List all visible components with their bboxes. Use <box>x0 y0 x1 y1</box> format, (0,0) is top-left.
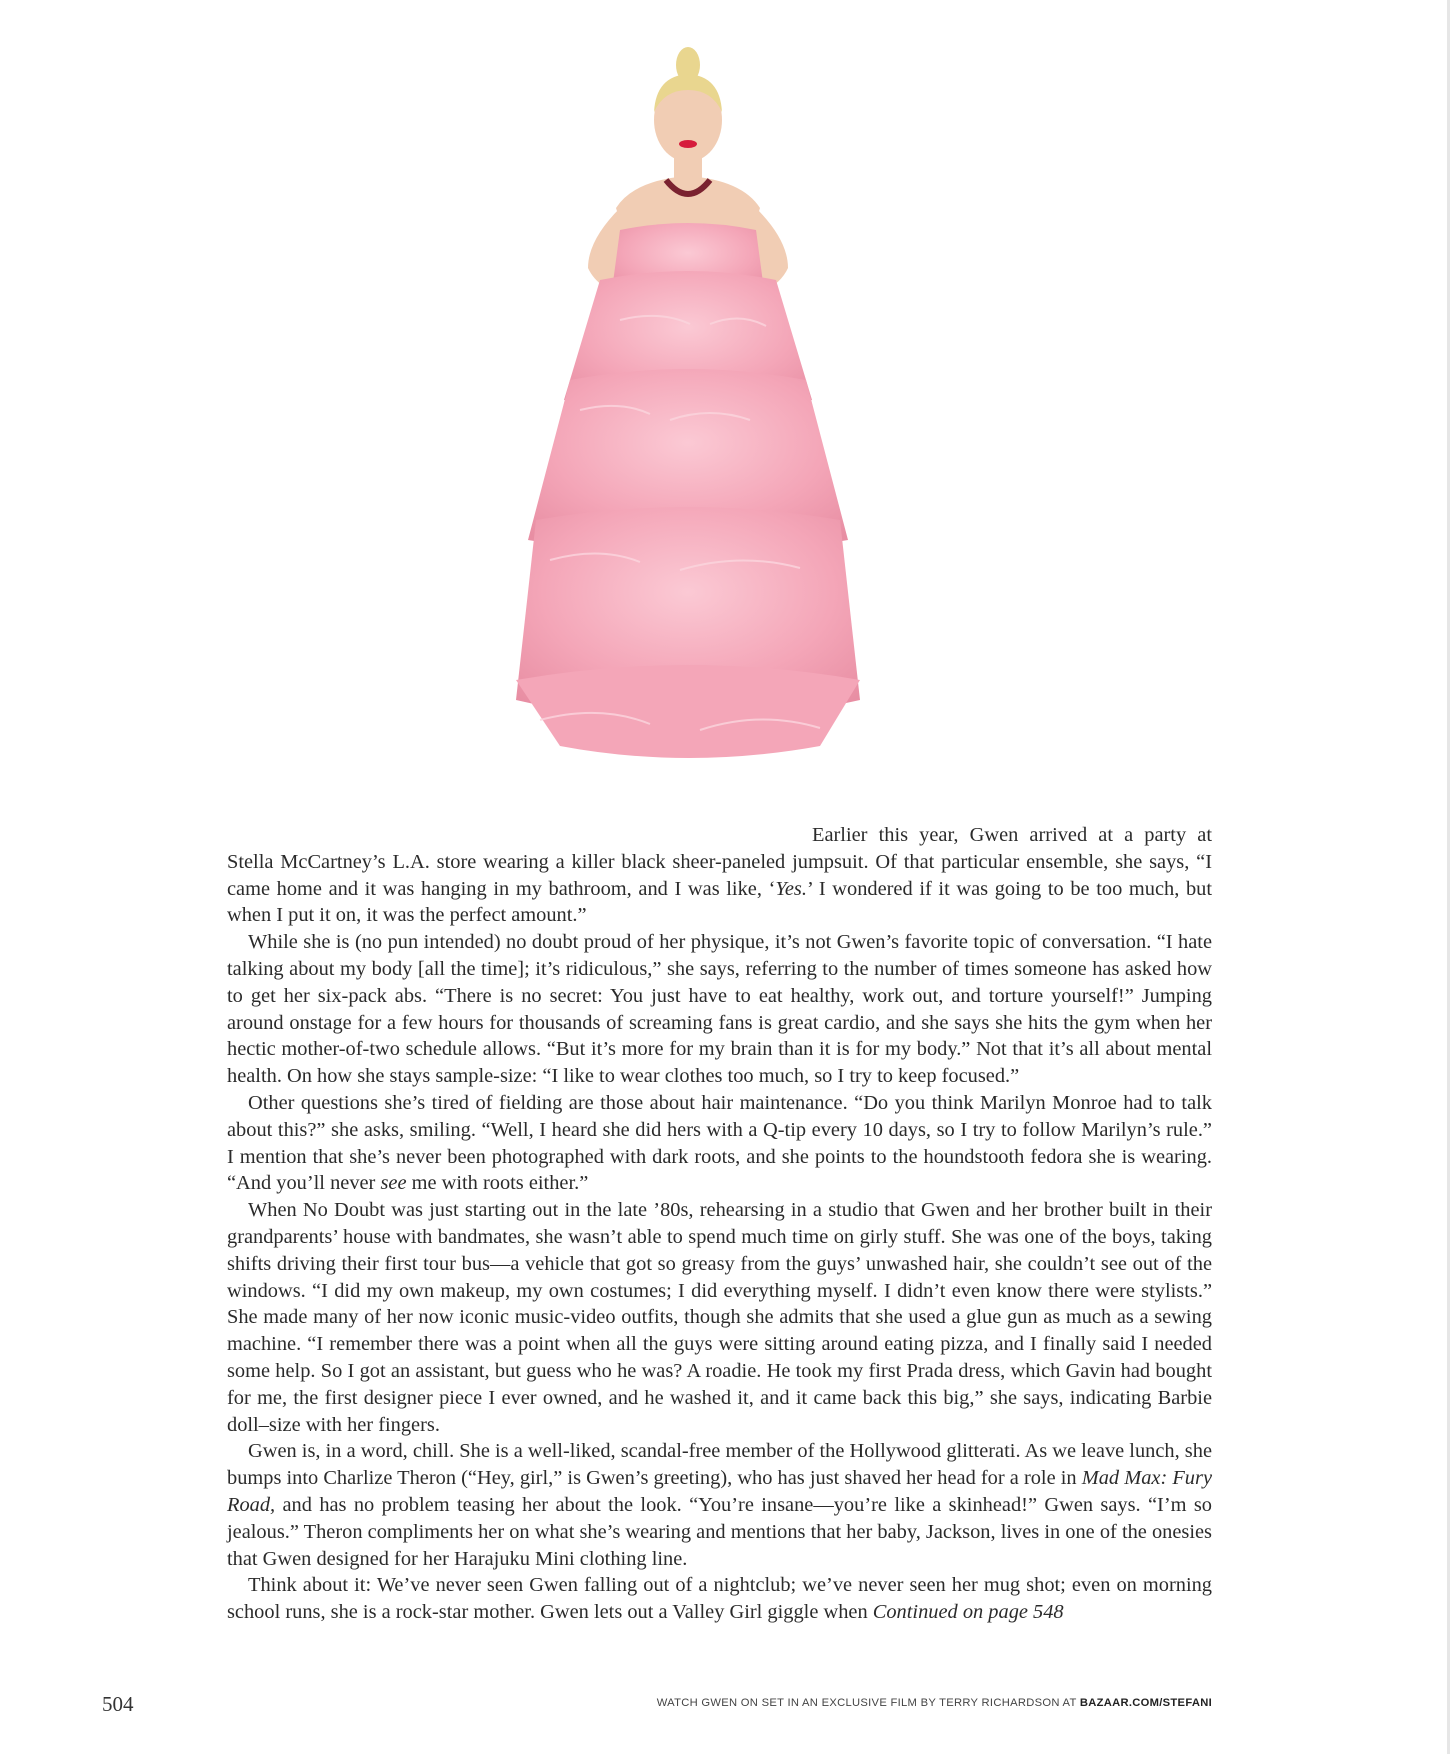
footer-promo: WATCH GWEN ON SET IN AN EXCLUSIVE FILM BY TERRY RICHARDSON AT BAZAAR.COM/STEFANI <box>656 1697 1212 1709</box>
paragraph-6: Think about it: We’ve never seen Gwen falling out of a nightclub; we’ve never seen her mug shot; even on morning school runs, she is a rock-star mother. Gwen lets out a Valley Girl giggle when Continued on page 548 <box>227 1574 1212 1624</box>
paragraph-3: Other questions she’s tired of fielding are those about hair maintenance. “Do you think Marilyn Monroe had to talk about this?” she asks, smiling. “Well, I heard she did hers with a Q-tip every 10 days, so I try to follow Marilyn’s rule.” I mention that she’s never been photographed with dark roots, and she points to the houndstooth fedora she is wearing. “And you’ll never see me with roots either.” <box>227 1091 1212 1195</box>
article-body <box>227 822 1212 1626</box>
paragraph-2: While she is (no pun intended) no doubt proud of her physique, it’s not Gwen’s favorite topic of conversation. “I hate talking about my body [all the time]; it’s ridiculous,” she says, referring to the number of times someone has asked how to get her six-pack abs. “There is no secret: You just have to eat healthy, work out, and torture yourself!” Jumping around onstage for a few hours for thousands of screaming fans is great cardio, and she says she hits the gym when her hectic mother-of-two schedule allows. “But it’s more for my brain than it is for my body.” Not that it’s all about mental health. On how she stays sample-size: “I like to wear clothes too much, so I try to keep focused.” <box>227 931 1212 1088</box>
page-footer <box>0 1692 1450 1722</box>
gown-hem <box>516 665 860 758</box>
paragraph-4: When No Doubt was just starting out in the late ’80s, rehearsing in a studio that Gwen and her brother built in their grandparents’ house with bandmates, she wasn’t able to spend much time on girly stuff. She was one of the boys, taking shifts driving their first tour bus—a vehicle that got so greasy from the guys’ unwashed hair, she couldn’t see out of the windows. “I did my own makeup, my own costumes; I did everything myself. I didn’t even know there were stylists.” She made many of her now iconic music-video outfits, though she admits that she used a glue gun as much as a sewing machine. “I remember there was a point when all the guys were sitting around eating pizza, and I finally said I needed some help. So I got an assistant, but guess who he was? A roadie. He took my first Prada dress, which Gavin had bought for me, the first designer piece I ever owned, and he washed it, and it came back this big,” she says, indicating Barbie doll–size with her fingers. <box>227 1199 1212 1436</box>
page-number: 504 <box>102 1692 134 1716</box>
gown-illustration <box>420 40 950 860</box>
paragraph-1: Earlier this year, Gwen arrived at a party at Stella McCartney’s L.A. store wearing a killer black sheer-paneled jumpsuit. Of that particular ensemble, she says, “I came home and it was hanging in my bathroom, and I was like, ‘Yes.’ I wondered if it was going to be too much, but when I put it on, it was the perfect amount.” <box>227 824 1212 927</box>
continued-jump: Continued on page 548 <box>872 1601 1064 1624</box>
promo-link[interactable]: BAZAAR.COM/STEFANI <box>1079 1697 1212 1709</box>
paragraph-5: Gwen is, in a word, chill. She is a well-liked, scandal-free member of the Hollywood glitterati. As we leave lunch, she bumps into Charlize Theron (“Hey, girl,” is Gwen’s greeting), who has just shaved her head for a role in Mad Max: Fury Road, and has no problem teasing her about the look. “You’re insane—you’re like a skinhead!” Gwen says. “I’m so jealous.” Theron compliments her on what she’s wearing and mentions that her baby, Jackson, lives in one of the onesies that Gwen designed for her Harajuku Mini clothing line. <box>227 1440 1212 1570</box>
fashion-photo <box>420 40 950 860</box>
lips <box>679 140 697 148</box>
